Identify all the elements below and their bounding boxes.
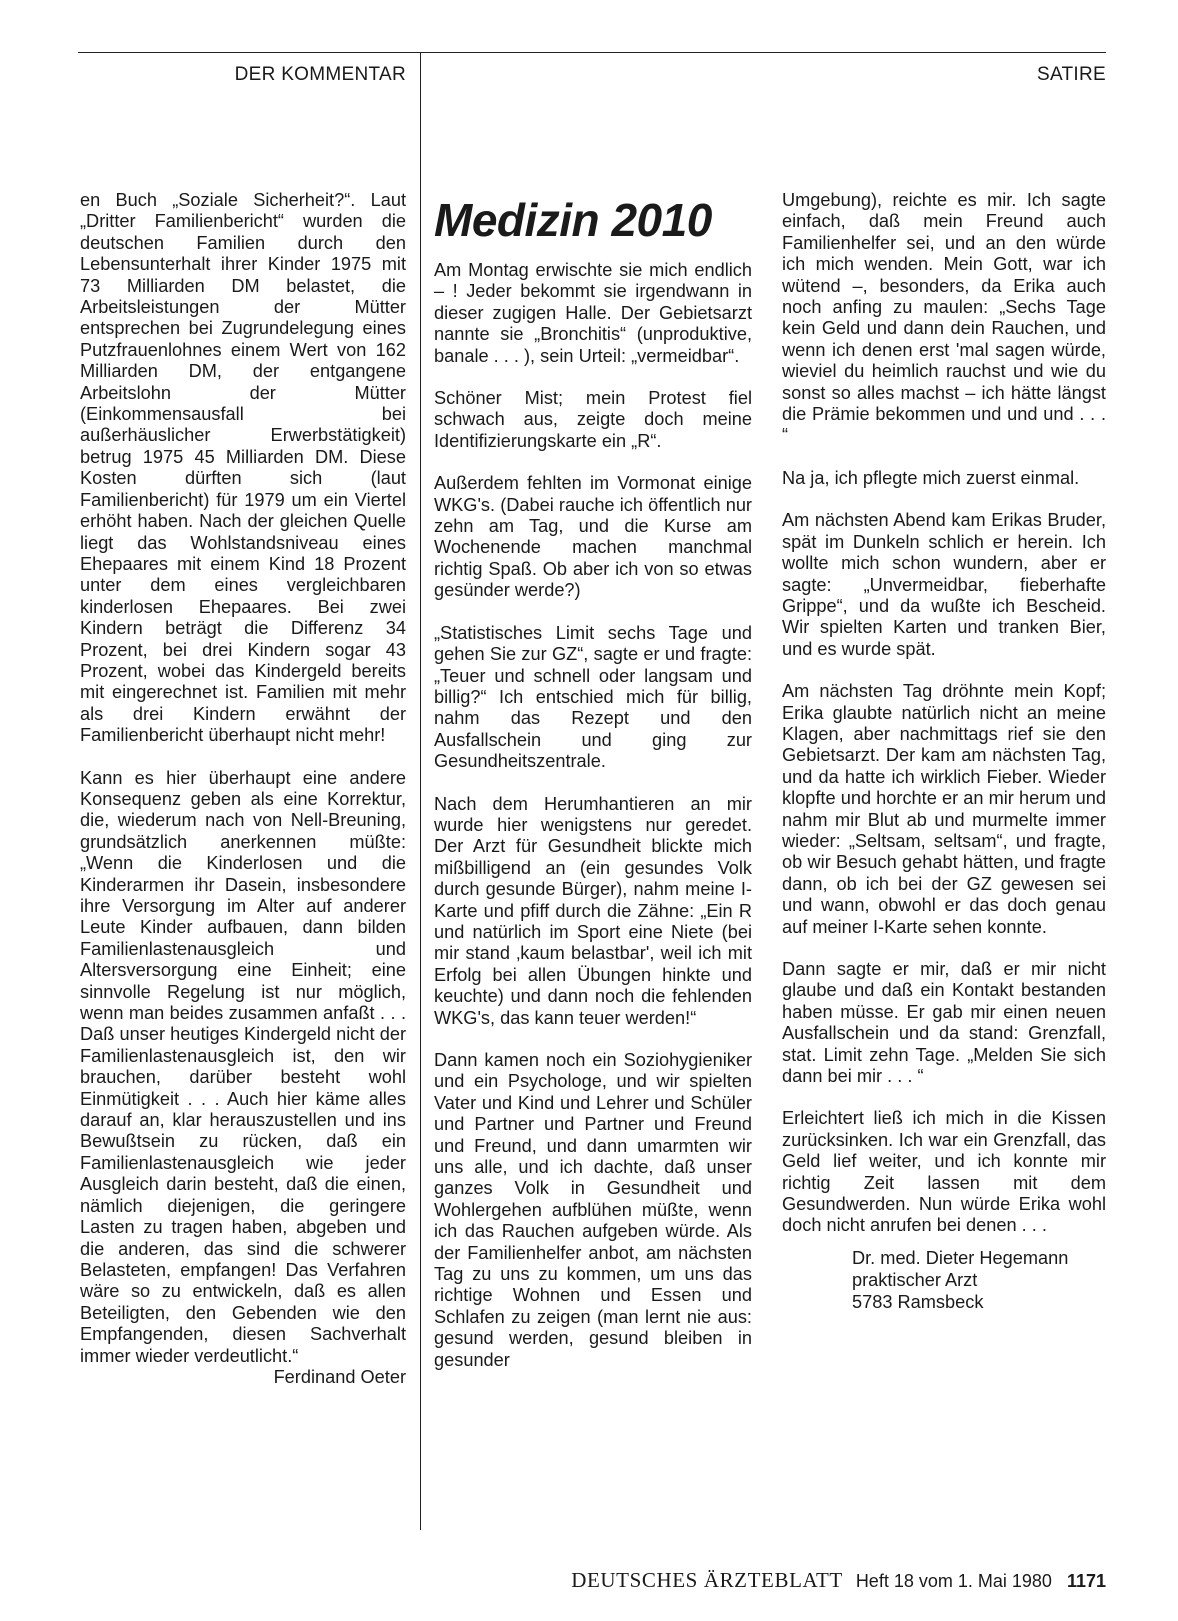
section-label-kommentar: DER KOMMENTAR xyxy=(234,64,406,85)
satire-continuation-column xyxy=(782,190,1106,1313)
author-location: 5783 Ramsbeck xyxy=(852,1291,984,1312)
satire-paragraph: Nach dem Herumhantieren an mir wurde hier wenigstens nur geredet. Der Arzt für Gesundheit blickte mich mißbilligend an (ein gesundes Volk durch gesunde Bürger), nahm meine I-Karte und pfiff durch die Zähne: „Ein R und natürlich im Sport eine Niete (bei mir stand ‚kaum belastbar', weil ich mit Erfolg bei allen Übungen hinkte und keuchte) und dann noch die fehlenden WKG's, das kann teuer werden!“ xyxy=(434,793,752,1028)
satire-paragraph: Am Montag erwischte sie mich endlich – ! Jeder bekommt sie irgendwann in dieser zugigen Halle. Der Gebietsarzt nannte sie „Bronchitis“ (unproduktive, banale . . . ), sein Urteil: „vermeidbar“. xyxy=(434,260,752,366)
author-name: Dr. med. Dieter Hegemann xyxy=(852,1247,1069,1268)
issue-info: Heft 18 vom 1. Mai 1980 xyxy=(855,1571,1052,1591)
commentary-author: Ferdinand Oeter xyxy=(273,1366,406,1387)
journal-name: DEUTSCHES ÄRZTEBLATT xyxy=(571,1568,843,1592)
satire-paragraph: „Statistisches Limit sechs Tage und gehen Sie zur GZ“, sagte er und fragte: „Teuer und schnell oder langsam und billig?“ Ich entschied mich für billig, nahm das Rezept und den Ausfallschein und ging zur Gesundheitszentrale. xyxy=(434,622,752,772)
satire-paragraph: Umgebung), reichte es mir. Ich sagte einfach, daß mein Freund auch Familienhelfer sei, und an den würde ich mich wenden. Mein Gott, war ich wütend –, besonders, da Erika auch noch anfing zu maulen: „Sechs Tage kein Geld und dann dein Rauchen, und wenn ich denen erst 'mal sagen würde, wieviel du heimlich rauchst und wie du sonst so alles machst – ich hätte längst die Prämie bekommen und und und . . . “ xyxy=(782,190,1106,446)
satire-paragraph: Außerdem fehlten im Vormonat einige WKG's. (Dabei rauche ich öffentlich nur zehn am Tag, und die Kurse am Wochenende machen manchmal richtig Spaß. Ob aber ich von so etwas gesünder werde?) xyxy=(434,473,752,601)
author-signature xyxy=(852,1247,1106,1313)
column-divider-rule xyxy=(420,52,421,1530)
satire-paragraph: Dann sagte er mir, daß er mir nicht glaube und daß ein Kontakt bestanden haben müsse. Er gab mir einen neuen Ausfallschein und da stand: Grenzfall, stat. Limit zehn Tage. „Melden Sie sich dann bei mir . . . “ xyxy=(782,959,1106,1087)
author-profession: praktischer Arzt xyxy=(852,1269,978,1290)
satire-paragraph: Schöner Mist; mein Protest fiel schwach aus, zeigte doch meine Identifizierungskarte ein „R“. xyxy=(434,388,752,451)
article-title: Medizin 2010 xyxy=(434,194,712,246)
satire-paragraph: Erleichtert ließ ich mich in die Kissen zurücksinken. Ich war ein Grenzfall, das Geld lief weiter, und ich konnte mir richtig Zeit lassen mit dem Gesundwerden. Nun würde Erika wohl doch nicht anrufen bei denen . . . xyxy=(782,1108,1106,1236)
commentary-paragraph: en Buch „Soziale Sicherheit?“. Laut „Dritter Familienbericht“ wurden die deutschen Familien durch den Lebensunterhalt ihrer Kinder 1975 mit 73 Milliarden DM belastet, die Arbeitsleistungen der Mütter entsprechen bei Zugrundelegung eines Putzfrauenlohnes einem Wert von 162 Milliarden DM, der entgangene Arbeitslohn der Mütter (Einkommensausfall bei außerhäuslicher Erwerbstätigkeit) betrug 1975 45 Milliarden DM. Diese Kosten dürften sich (laut Familienbericht) für 1979 um ein Viertel erhöht haben. Nach der gleichen Quelle liegt das Wohlstandsniveau eines Ehepaares mit einem Kind 18 Prozent unter dem eines vergleichbaren kinderlosen Ehepaares. Bei zwei Kindern beträgt die Differenz 34 Prozent, bei drei Kindern sogar 43 Prozent, wobei das Kindergeld bereits mit eingerechnet ist. Familien mit mehr als drei Kindern erwähnt der Familienbericht überhaupt nicht mehr! xyxy=(80,190,406,746)
top-rule xyxy=(78,52,1106,53)
satire-paragraph: Na ja, ich pflegte mich zuerst einmal. xyxy=(782,467,1080,488)
satire-paragraph: Am nächsten Abend kam Erikas Bruder, spät im Dunkeln schlich er herein. Ich wollte mich schon wundern, aber er sagte: „Unvermeidbar, fieberhafte Grippe“, und da wußte ich Bescheid. Wir spielten Karten und tranken Bier, und es wurde spät. xyxy=(782,510,1106,659)
commentary-column xyxy=(80,190,406,1409)
section-label-satire: SATIRE xyxy=(1036,64,1106,85)
page-number: 1171 xyxy=(1066,1571,1106,1591)
satire-paragraph: Am nächsten Tag dröhnte mein Kopf; Erika glaubte natürlich nicht an meine Klagen, aber nachmittags rief sie den Gebietsarzt. Der kam am nächsten Tag, und da hatte ich wirklich Fieber. Wieder klopfte und horchte er an mir herum und nahm mir Blut ab und murmelte immer wieder: „Seltsam, seltsam“, und fragte, ob wir Besuch gehabt hätten, und fragte dann, ob ich bei der GZ gewesen sei und wann, obwohl er das doch genau auf meiner I-Karte sehen konnte. xyxy=(782,681,1106,937)
page-footer xyxy=(571,1568,1106,1593)
commentary-paragraph: Kann es hier überhaupt eine andere Konsequenz geben als eine Korrektur, die, wiederum nach von Nell-Breuning, grundsätzlich anerkennen müßte: „Wenn die Kinderlosen und die Kinderarmen ihr Dasein, insbesondere ihre Versorgung im Alter auf anderer Leute Kinder aufbauen, dann bilden Familienlastenausgleich und Altersversorgung eine Einheit; eine sinnvolle Regelung ist nur möglich, wenn man beides zusammen anfaßt . . . Daß unser heutiges Kindergeld nicht der Familienlastenausgleich ist, den wir brauchen, darüber besteht wohl Einmütigkeit . . . Auch hier käme alles darauf an, klar herauszustellen und ins Bewußtsein zu rücken, daß ein Familienlastenausgleich wie jeder Ausgleich darin besteht, daß die einen, nämlich diejenigen, die geringere Lasten zu tragen haben, abgeben und die anderen, das sind die schwerer Belasteten, empfangen! Das Verfahren wäre so zu entwickeln, daß es allen Beteiligten, den Gebenden wie den Empfangenden, diesen Sachverhalt immer wieder verdeutlicht.“ xyxy=(80,767,406,1366)
satire-column xyxy=(434,194,752,1371)
satire-paragraph: Dann kamen noch ein Soziohygieniker und ein Psychologe, und wir spielten Vater und Kind und Lehrer und Schüler und Partner und Partner und Freund und Freund, und dann umarmten wir uns alle, und ich dachte, daß unser ganzes Volk in Gesundheit und Wohlergehen aufblühen müßte, wenn ich das Rauchen aufgeben würde. Als der Familienhelfer anbot, am nächsten Tag zu uns zu kommen, um uns das richtige Wohnen und Essen und Schlafen zu zeigen (man lernt nie aus: gesund werden, gesund bleiben in gesunder xyxy=(434,1050,752,1370)
